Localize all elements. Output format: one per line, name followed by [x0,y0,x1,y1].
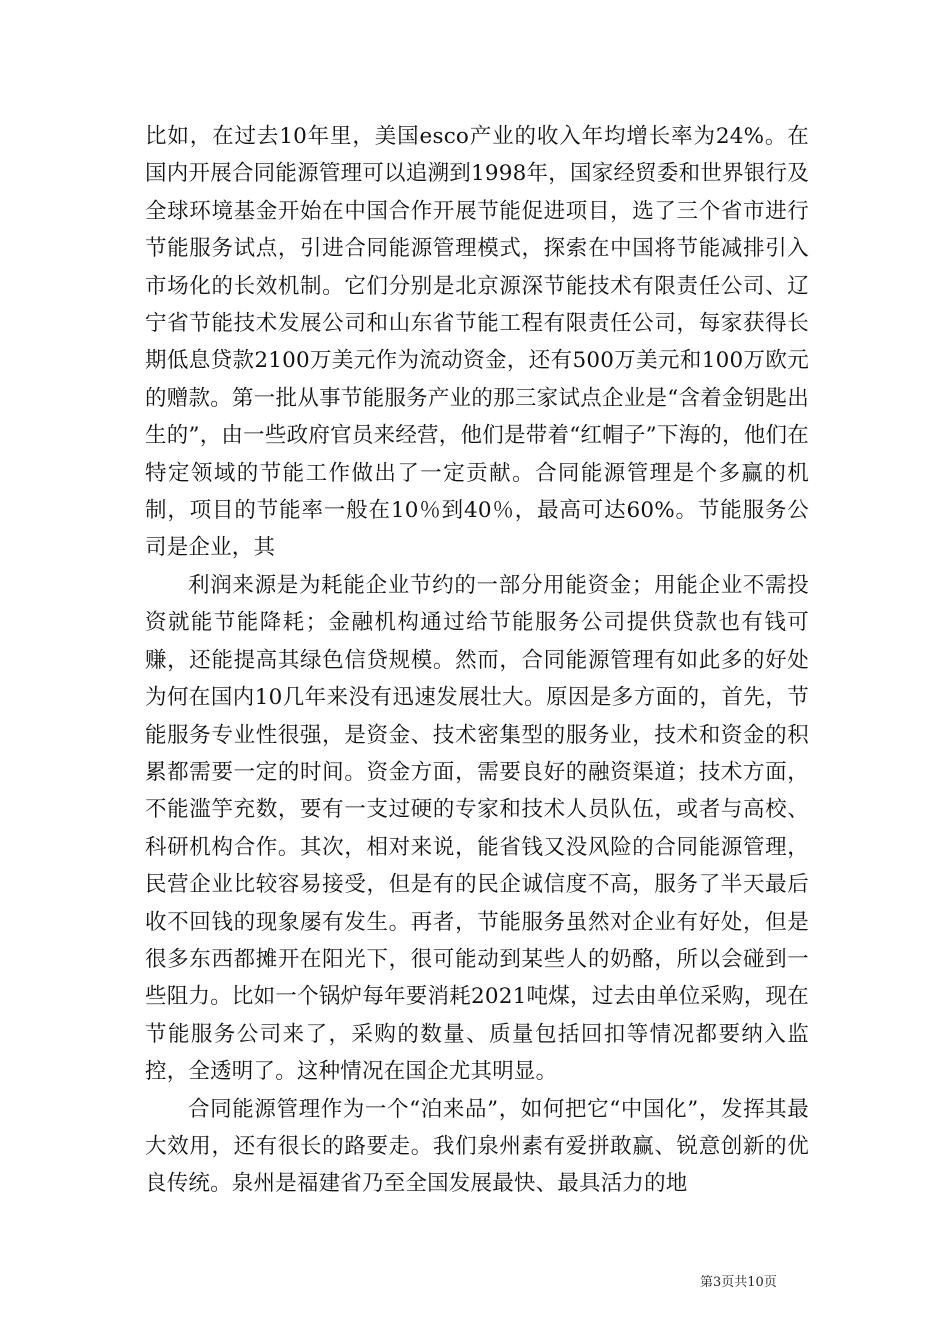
body-text [145,118,809,1203]
page-number: 第3页共10页 [700,1275,777,1290]
paragraph-3: 合同能源管理作为一个“泊来品”，如何把它“中国化”，发挥其最大效用，还有很长的路要走。我们泉州素有爱拼敢赢、锐意创新的优良传统。泉州是福建省乃至全国发展最快、最具活力的地 [145,1096,809,1197]
paragraph-2: 利润来源是为耗能企业节约的一部分用能资金；用能企业不需投资就能节能降耗；金融机构通过给节能服务公司提供贷款也有钱可赚，还能提高其绿色信贷规模。然而，合同能源管理有如此多的好处为何在国内10几年来没有迅速发展壮大。原因是多方面的，首先，节能服务专业性很强，是资金、技术密集型的服务业，技术和资金的积累都需要一定的时间。资金方面，需要良好的融资渠道；技术方面，不能滥竽充数，要有一支过硬的专家和技术人员队伍，或者与高校、科研机构合作。其次，相对来说，能省钱又没风险的合同能源管理，民营企业比较容易接受，但是有的民企诚信度不高，服务了半天最后收不回钱的现象屡有发生。再者，节能服务虽然对企业有好处，但是很多东西都摊开在阳光下，很可能动到某些人的奶酪，所以会碰到一些阻力。比如一个锅炉每年要消耗2021吨煤，过去由单位采购，现在节能服务公司来了，采购的数量、质量包括回扣等情况都要纳入监控，全透明了。这种情况在国企尤其明显。 [145,572,809,1085]
paragraph-1: 比如，在过去10年里，美国esco产业的收入年均增长率为24%。在国内开展合同能源管理可以追溯到1998年，国家经贸委和世界银行及全球环境基金开始在中国合作开展节能促进项目，选了三个省市进行节能服务试点，引进合同能源管理模式，探索在中国将节能减排引入市场化的长效机制。它们分别是北京源深节能技术有限责任公司、辽宁省节能技术发展公司和山东省节能工程有限责任公司，每家获得长期低息贷款2100万美元作为流动资金，还有500万美元和100万欧元的赠款。第一批从事节能服务产业的那三家试点企业是“含着金钥匙出生的”，由一些政府官员来经营，他们是带着“红帽子”下海的，他们在特定领域的节能工作做出了一定贡献。合同能源管理是个多赢的机制，项目的节能率一般在10％到40％，最高可达60%。节能服务公司是企业，其 [145,124,809,561]
